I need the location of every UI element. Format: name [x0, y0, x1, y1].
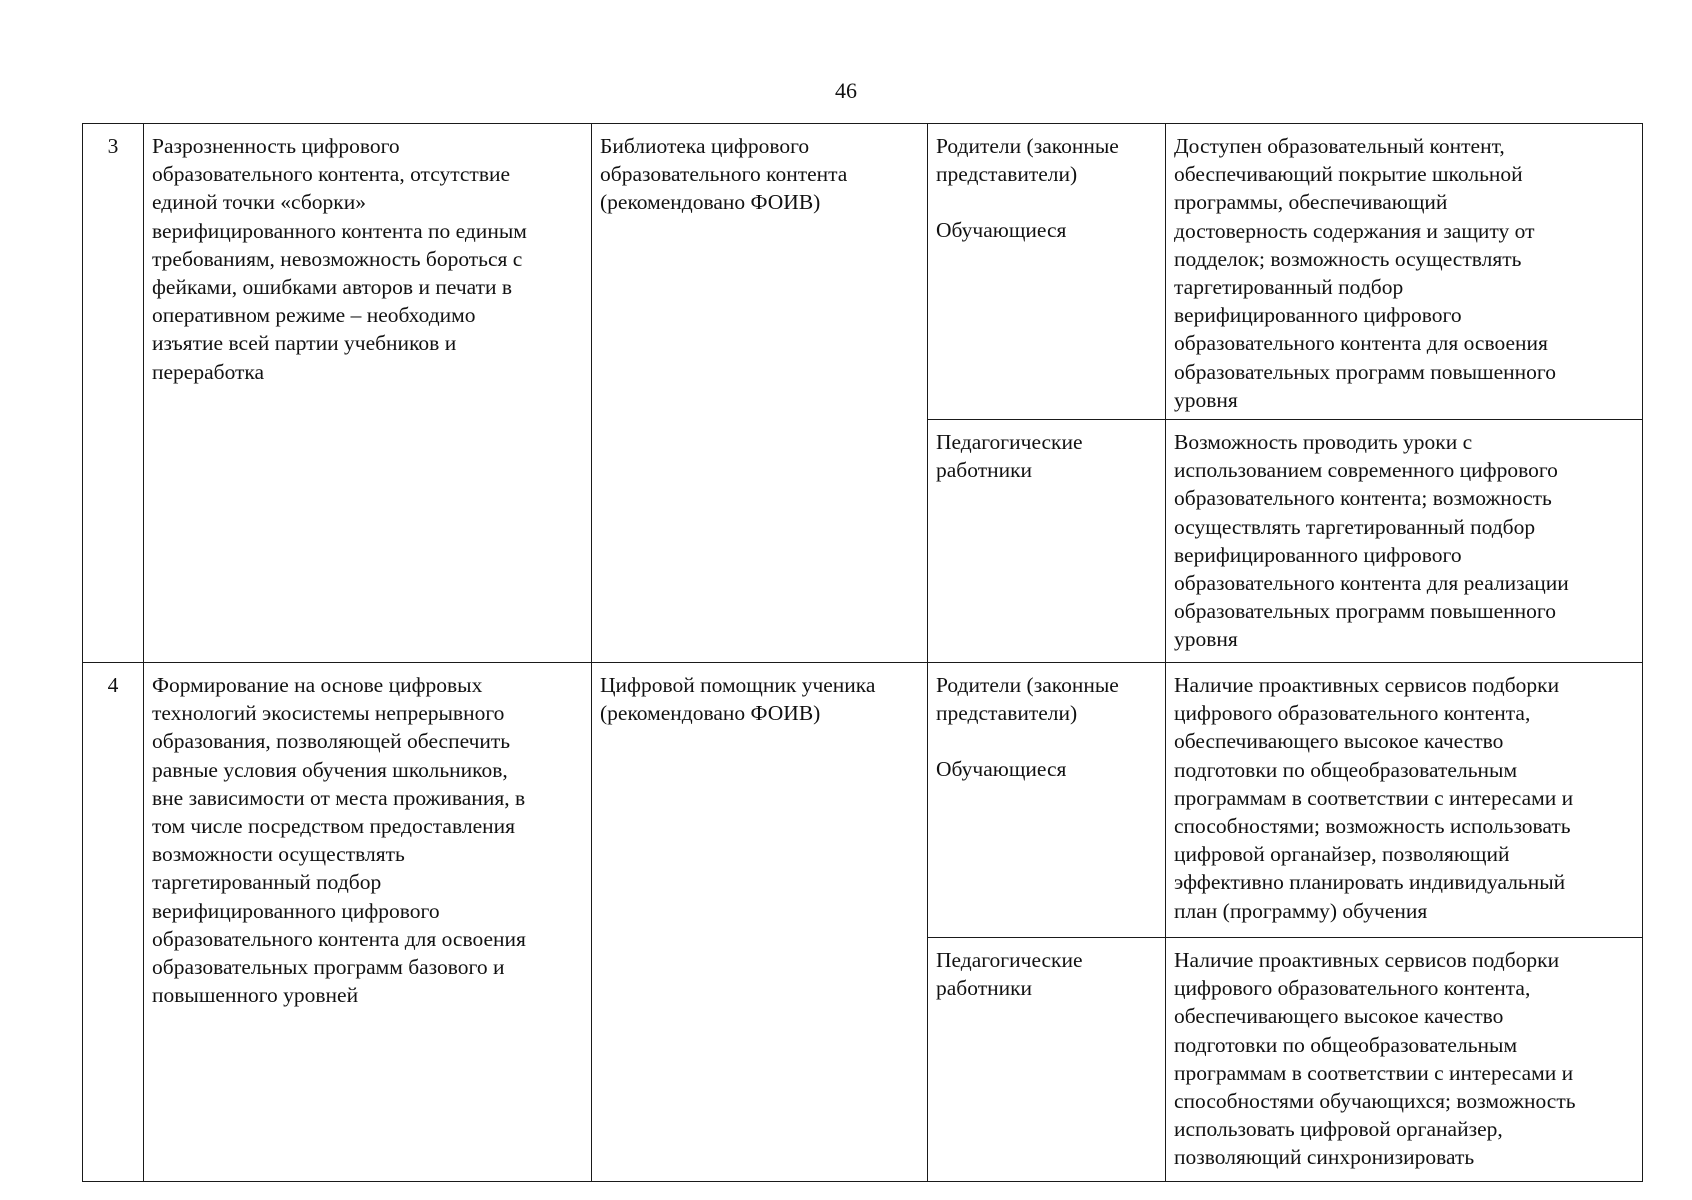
effect-line: программы, обеспечивающий: [1174, 190, 1448, 215]
effect-line: позволяющий синхронизировать: [1174, 1145, 1475, 1170]
table-row-4-parents: [83, 663, 1643, 938]
effect-line: подготовки по общеобразовательным: [1174, 757, 1518, 782]
effect-line: верифицированного цифрового: [1174, 542, 1462, 567]
solution-line: Библиотека цифрового: [600, 134, 810, 158]
problem-line: изъятие всей партии учебников и: [152, 331, 457, 356]
problem-line: таргетированный подбор: [152, 870, 382, 895]
solution-line: Цифровой помощник ученика: [600, 673, 876, 697]
solution-line: образовательного контента: [600, 162, 848, 187]
problem-line: верифицированного контента по единым: [152, 218, 527, 243]
problem-line: Формирование на основе цифровых: [152, 673, 483, 697]
effect-line: уровня: [1174, 627, 1238, 652]
problem-line: вне зависимости от места проживания, в: [152, 785, 526, 810]
problem-line: технологий экосистемы непрерывного: [152, 701, 505, 726]
user-group-extra: Обучающиеся: [936, 218, 1067, 243]
problem-line: верифицированного цифрового: [152, 898, 440, 923]
problem-cell: [144, 124, 592, 663]
user-group-line: Родители (законные: [936, 134, 1119, 158]
row-number-cell: [83, 124, 144, 663]
effect-line: образовательных программ повышенного: [1174, 599, 1556, 624]
problem-line: том числе посредством предоставления: [152, 814, 516, 839]
effect-line: способностями; возможность использовать: [1174, 814, 1571, 839]
user-group-extra: Обучающиеся: [936, 757, 1067, 782]
effect-line: верифицированного цифрового: [1174, 303, 1462, 328]
effect-line: использованием современного цифрового: [1174, 458, 1558, 483]
problem-line: переработка: [152, 359, 265, 384]
effect-line: подготовки по общеобразовательным: [1174, 1032, 1518, 1057]
user-group-line: Педагогические: [936, 948, 1083, 972]
problem-line: образования, позволяющей обеспечить: [152, 729, 511, 754]
problem-line: образовательного контента для освоения: [152, 926, 526, 951]
user-group-line: работники: [936, 458, 1033, 483]
problem-line: требованиям, невозможность бороться с: [152, 246, 523, 271]
effect-line: образовательного контента для освоения: [1174, 331, 1548, 356]
user-group-cell: [928, 663, 1166, 938]
measures-table: [82, 123, 1643, 1182]
effect-line: обеспечивающего высокое качество: [1174, 729, 1504, 754]
effect-line: уровня: [1174, 387, 1238, 412]
problem-line: фейками, ошибками авторов и печати в: [152, 275, 513, 300]
row-number-cell: [83, 663, 144, 1182]
problem-line: возможности осуществлять: [152, 842, 405, 867]
problem-line: оперативном режиме – необходимо: [152, 303, 476, 328]
effect-line: Наличие проактивных сервисов подборки: [1174, 673, 1560, 697]
effect-line: таргетированный подбор: [1174, 275, 1404, 300]
problem-line: Разрозненность цифрового: [152, 134, 400, 158]
effect-line: эффективно планировать индивидуальный: [1174, 870, 1566, 895]
effect-line: план (программу) обучения: [1174, 898, 1428, 923]
effect-line: способностями обучающихся; возможность: [1174, 1089, 1576, 1114]
effect-line: образовательного контента для реализации: [1174, 571, 1569, 596]
effect-cell: [1166, 420, 1643, 663]
user-group-cell: [928, 124, 1166, 420]
user-group-line: работники: [936, 976, 1033, 1001]
problem-line: равные условия обучения школьников,: [152, 757, 508, 782]
effect-line: осуществлять таргетированный подбор: [1174, 514, 1536, 539]
user-group-line: Родители (законные: [936, 673, 1119, 697]
effect-line: Возможность проводить уроки с: [1174, 430, 1473, 454]
effect-line: образовательного контента; возможность: [1174, 486, 1552, 511]
problem-line: повышенного уровней: [152, 983, 359, 1008]
effect-line: Наличие проактивных сервисов подборки: [1174, 948, 1560, 972]
solution-line: (рекомендовано ФОИВ): [600, 701, 821, 726]
user-group-line: Педагогические: [936, 430, 1083, 454]
effect-line: цифрового образовательного контента,: [1174, 701, 1531, 726]
problem-cell: [144, 663, 592, 1182]
effect-cell: [1166, 124, 1643, 420]
solution-cell: [592, 663, 928, 1182]
user-group-line: представители): [936, 162, 1078, 187]
user-group-cell: [928, 938, 1166, 1182]
user-group-cell: [928, 420, 1166, 663]
effect-line: использовать цифровой органайзер,: [1174, 1117, 1503, 1142]
solution-line: (рекомендовано ФОИВ): [600, 190, 821, 215]
effect-line: цифровой органайзер, позволяющий: [1174, 842, 1510, 867]
effect-line: обеспечивающего высокое качество: [1174, 1004, 1504, 1029]
effect-line: программам в соответствии с интересами и: [1174, 785, 1574, 810]
problem-line: образовательного контента, отсутствие: [152, 162, 511, 187]
row-number: 3: [107, 134, 119, 158]
user-group-line: представители): [936, 701, 1078, 726]
effect-line: достоверность содержания и защиту от: [1174, 218, 1535, 243]
page-number: 46: [835, 78, 857, 103]
effect-cell: [1166, 663, 1643, 938]
problem-line: единой точки «сборки»: [152, 190, 366, 215]
effect-line: цифрового образовательного контента,: [1174, 976, 1531, 1001]
solution-cell: [592, 124, 928, 663]
effect-cell: [1166, 938, 1643, 1182]
effect-line: Доступен образовательный контент,: [1174, 134, 1505, 158]
row-number: 4: [107, 673, 119, 697]
table-row-3-parents: [83, 124, 1643, 420]
problem-line: образовательных программ базового и: [152, 955, 505, 980]
effect-line: обеспечивающий покрытие школьной: [1174, 162, 1523, 187]
effect-line: программам в соответствии с интересами и: [1174, 1060, 1574, 1085]
effect-line: подделок; возможность осуществлять: [1174, 246, 1522, 271]
effect-line: образовательных программ повышенного: [1174, 359, 1556, 384]
